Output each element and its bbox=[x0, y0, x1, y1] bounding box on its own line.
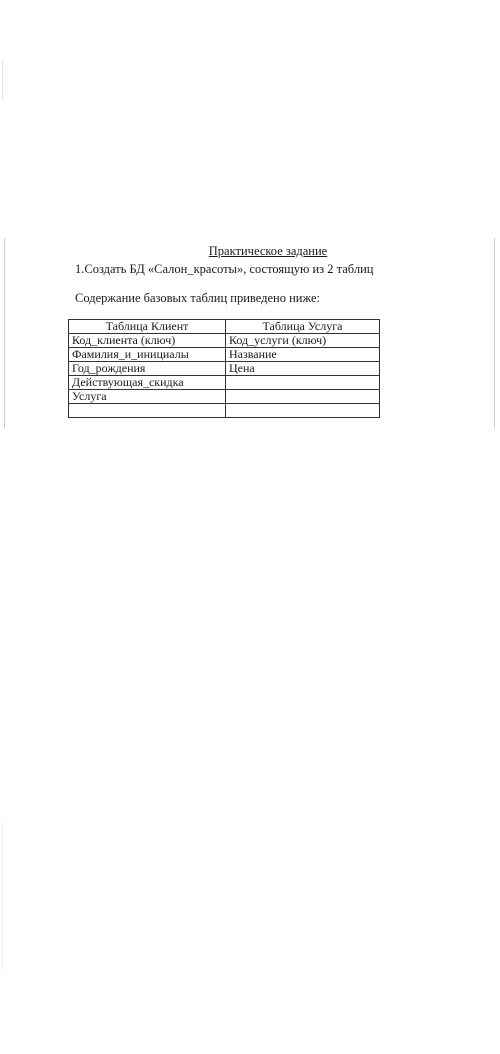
table-row bbox=[69, 390, 380, 404]
page-edge-mark bbox=[2, 820, 3, 970]
table-cell: Действующая_скидка bbox=[69, 376, 226, 390]
table-cell: Год_рождения bbox=[69, 362, 226, 376]
table-cell: Цена bbox=[226, 362, 380, 376]
table-cell bbox=[226, 390, 380, 404]
page-edge-mark bbox=[494, 238, 495, 428]
page-edge-mark bbox=[2, 60, 3, 100]
table-cell: Код_услуги (ключ) bbox=[226, 334, 380, 348]
table-row bbox=[69, 376, 380, 390]
table-row bbox=[69, 348, 380, 362]
base-tables bbox=[68, 319, 380, 418]
table-cell bbox=[226, 404, 380, 418]
header-service-table: Таблица Услуга bbox=[226, 320, 380, 334]
table-cell: Название bbox=[226, 348, 380, 362]
table-header-row bbox=[69, 320, 380, 334]
table-row bbox=[69, 362, 380, 376]
table-row bbox=[69, 404, 380, 418]
page-edge-mark bbox=[4, 238, 5, 428]
intro-text: Содержание базовых таблиц приведено ниже: bbox=[75, 291, 320, 305]
table-cell: Услуга bbox=[69, 390, 226, 404]
table-row bbox=[69, 334, 380, 348]
table-cell: Код_клиента (ключ) bbox=[69, 334, 226, 348]
task-text: 1.Создать БД «Салон_красоты», состоящую из 2 таблиц bbox=[75, 262, 374, 276]
header-client-table: Таблица Клиент bbox=[69, 320, 226, 334]
table-cell bbox=[226, 376, 380, 390]
document-title: Практическое задание bbox=[208, 244, 328, 258]
table-cell: Фамилия_и_инициалы bbox=[69, 348, 226, 362]
table-cell bbox=[69, 404, 226, 418]
